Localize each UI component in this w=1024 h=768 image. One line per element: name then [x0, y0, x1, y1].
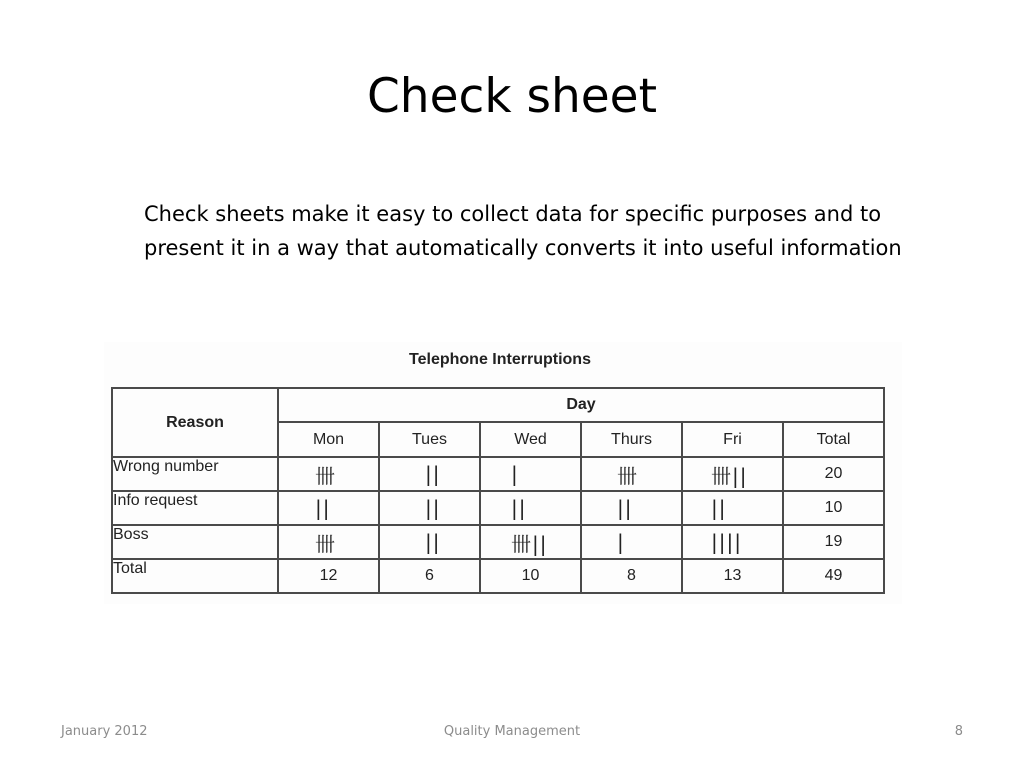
column-header-mon: Mon: [278, 422, 379, 457]
tally-cell: ||: [581, 491, 682, 525]
slide-title: Check sheet: [366, 69, 658, 124]
tally-cell: 卌||: [682, 457, 783, 491]
row-total: 19: [783, 525, 884, 559]
header-row-day: [112, 388, 884, 422]
total-value: 8: [581, 559, 682, 593]
tally-cell: ||: [379, 491, 480, 525]
row-total: 20: [783, 457, 884, 491]
slide-number: 8: [954, 724, 963, 739]
total-row-label: Total: [112, 559, 278, 593]
footer-subject: Quality Management: [443, 724, 581, 739]
column-header-fri: Fri: [682, 422, 783, 457]
row-total: 10: [783, 491, 884, 525]
table-row: [112, 525, 884, 559]
tally-cell: 卌: [278, 525, 379, 559]
tally-cell: ||: [379, 525, 480, 559]
tally-cell: 卌: [581, 457, 682, 491]
row-reason: Boss: [112, 525, 278, 559]
column-header-total: Total: [783, 422, 884, 457]
table-title: Telephone Interruptions: [409, 351, 591, 368]
tally-cell: |: [480, 457, 581, 491]
tally-cell: |: [581, 525, 682, 559]
row-reason: Info request: [112, 491, 278, 525]
column-header-thurs: Thurs: [581, 422, 682, 457]
row-reason: Wrong number: [112, 457, 278, 491]
day-header: Day: [278, 388, 884, 422]
grand-total: 49: [783, 559, 884, 593]
tally-cell: 卌||: [480, 525, 581, 559]
total-value: 13: [682, 559, 783, 593]
total-value: 10: [480, 559, 581, 593]
check-sheet-table: [111, 387, 885, 594]
tally-cell: 卌: [278, 457, 379, 491]
column-header-wed: Wed: [480, 422, 581, 457]
reason-header: Reason: [112, 388, 278, 457]
footer-date: January 2012: [61, 724, 148, 739]
tally-cell: ||: [480, 491, 581, 525]
column-header-tues: Tues: [379, 422, 480, 457]
body-text: Check sheets make it easy to collect data for specific purposes and to present it in a way that automatically converts it into useful information: [144, 202, 902, 260]
table-row: [112, 491, 884, 525]
total-row: [112, 559, 884, 593]
tally-cell: ||||: [682, 525, 783, 559]
check-sheet-figure: [104, 342, 902, 604]
tally-cell: ||: [278, 491, 379, 525]
table-row: [112, 457, 884, 491]
tally-cell: ||: [682, 491, 783, 525]
tally-cell: ||: [379, 457, 480, 491]
total-value: 12: [278, 559, 379, 593]
total-value: 6: [379, 559, 480, 593]
